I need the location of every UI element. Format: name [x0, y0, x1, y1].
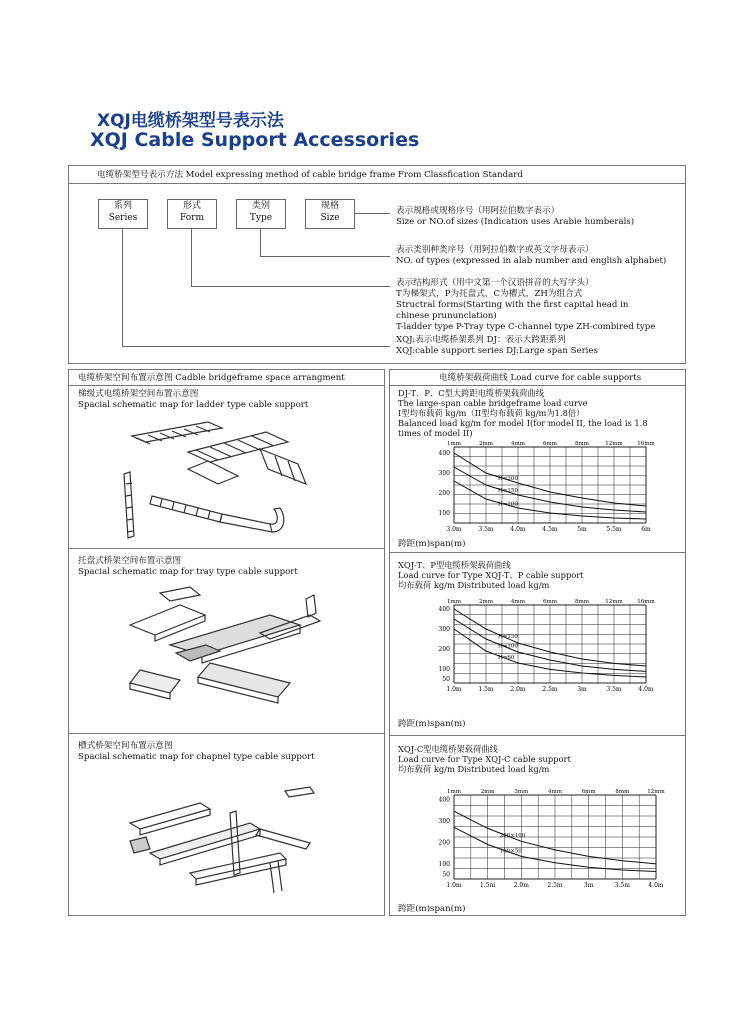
desc-form-line1: 表示结构形式（用中文第一个汉语拼音的大写字头）	[396, 278, 594, 288]
connector-series-h	[122, 346, 390, 347]
ladder-title-en: Spacial schematic map for ladder type cable support	[78, 400, 309, 410]
load-curve-chart-2	[396, 595, 666, 697]
x-tick-label: 3.0m	[446, 526, 462, 533]
series-label: H=100	[498, 643, 518, 650]
y-tick-label: 200	[438, 490, 450, 497]
x-tick-label: 6m	[641, 526, 651, 533]
size-label-cn: 规格	[320, 201, 339, 211]
tray-title-cn: 托盘式桥架空间布置示意图	[78, 556, 182, 566]
chart1-title-line4: Balanced load kg/m for model I(for model II, the load is 1.8	[398, 418, 648, 428]
chart1-span-label: 跨距(m)span(m)	[398, 539, 466, 549]
top-label: 8mm	[615, 789, 630, 795]
desc-series	[396, 335, 598, 357]
form-label-cn: 形式	[182, 201, 201, 211]
y-tick-label: 50	[442, 676, 450, 683]
ladder-title-cn: 梯级式电缆桥架空间布置示意图	[78, 389, 199, 399]
left-divider-2	[68, 733, 384, 734]
x-tick-label: 4.0m	[638, 686, 654, 693]
top-label: 6mm	[581, 789, 596, 795]
channel-schematic-image	[110, 783, 330, 911]
y-tick-label: 100	[438, 860, 450, 868]
page-title-cn: XQJ电缆桥架型号表示法	[97, 111, 284, 131]
series-label: 200×100	[499, 832, 526, 839]
channel-title-cn: 槽式桥架空间布置示意图	[78, 741, 173, 751]
x-tick-label: 4.0m	[648, 882, 664, 889]
chart2-title-line2: Load curve for Type XQJ-T、P cable support	[398, 570, 584, 580]
chart3-title-line1: XQJ-C型电缆桥架载荷曲线	[398, 744, 498, 754]
y-tick-label: 400	[438, 606, 450, 613]
x-tick-label: 3m	[577, 686, 587, 693]
chart3-span-label: 跨距(m)span(m)	[398, 904, 466, 914]
left-panel-header: 电缆桥架空间布置示意图 Cadble bridgeframe space arrangment	[78, 373, 345, 383]
y-tick-label: 300	[438, 470, 450, 477]
top-label: 4mm	[511, 441, 525, 447]
connector-series-v	[122, 229, 123, 347]
desc-form-line5: T-ladder type P-Tray type C-channel type ZH-combired type	[396, 322, 656, 332]
connector-type-v	[260, 229, 261, 257]
tray-schematic-image	[110, 585, 330, 725]
chart1-title	[398, 388, 648, 438]
size-label-en: Size	[320, 213, 340, 223]
load-curve-chart-1	[396, 437, 666, 537]
left-divider-1	[68, 548, 384, 549]
channel-title-en: Spacial schematic map for chapnel type cable support	[78, 752, 315, 762]
x-tick-label: 2.5m	[547, 882, 563, 889]
chart1-title-line2: The large-span cable bridgeframe load curve	[398, 398, 588, 408]
series-label: 100×50	[499, 848, 522, 855]
top-label: 1mm	[447, 789, 461, 795]
chart2-title	[398, 560, 584, 590]
series-label: H=60	[498, 655, 515, 661]
connector-type-h	[260, 256, 390, 257]
top-label: 12mm	[605, 599, 623, 605]
y-tick-label: 50	[442, 871, 450, 879]
top-label: 8mm	[575, 599, 589, 605]
series-label: H=150	[498, 488, 518, 494]
x-tick-label: 2.0m	[513, 882, 529, 889]
x-tick-label: 4.0m	[510, 526, 526, 533]
desc-form-line2: T为梯架式，P为托盘式，C为槽式，ZH为组合式	[396, 289, 583, 299]
desc-series-cn: XQJ:表示电缆桥架系列 DJ：表示大跨距系列	[396, 335, 566, 345]
desc-size-cn: 表示规格或规格序号（用阿拉伯数字表示）	[396, 206, 560, 216]
series-label-en: Series	[108, 213, 138, 223]
code-box-type	[236, 199, 286, 229]
top-label: 6mm	[543, 599, 557, 605]
series-label: H=200	[498, 476, 518, 482]
ladder-schematic-image	[110, 414, 330, 542]
desc-form-line4: chinese prununclation)	[396, 311, 497, 321]
chart3-title-line2: Load curve for Type XQJ-C cable support	[398, 754, 571, 764]
y-tick-label: 300	[438, 817, 450, 825]
top-label: 8mm	[575, 441, 589, 447]
x-tick-label: 1.5m	[478, 686, 494, 693]
connector-form-v	[191, 229, 192, 287]
type-label-en: Type	[249, 213, 273, 223]
right-panel-header: 电缆桥架载荷曲线 Load curve for cable supports	[439, 373, 642, 383]
desc-size-en: Size or NO.of sizes (Indication uses Arabie humberals)	[396, 217, 635, 227]
tray-section-title	[78, 556, 298, 578]
x-tick-label: 2.0m	[510, 686, 526, 693]
desc-series-en: XQJ:cable support series DJ:Large span Series	[396, 346, 598, 356]
top-label: 3mm	[514, 789, 529, 795]
desc-form	[396, 278, 655, 333]
top-label: 16mm	[637, 599, 655, 605]
x-tick-label: 3.5m	[478, 526, 494, 533]
chart1-title-line5: times of model II)	[398, 428, 473, 438]
connector-form-h	[191, 286, 390, 287]
top-label: 12mm	[605, 441, 623, 447]
x-tick-label: 5m	[577, 526, 587, 533]
chart3-title	[398, 744, 571, 774]
top-label: 4mm	[511, 599, 525, 605]
desc-type-cn: 表示类别种类序号（用阿拉伯数字或英文字母表示）	[396, 245, 594, 255]
chart2-title-line3: 均布载荷 kg/m Distributed load kg/m	[398, 580, 550, 590]
series-label: H=100	[498, 501, 518, 508]
x-tick-label: 1.0m	[446, 882, 462, 889]
top-label: 2mm	[479, 441, 493, 447]
x-tick-label: 5.5m	[606, 526, 622, 533]
desc-type	[396, 245, 666, 267]
series-label: H=150	[498, 634, 518, 640]
right-divider-1	[389, 552, 685, 553]
desc-size	[396, 206, 634, 228]
type-label-cn: 类别	[251, 201, 270, 211]
form-label-en: Form	[179, 213, 204, 223]
series-label-cn: 系列	[113, 201, 132, 211]
x-tick-label: 4.5m	[542, 526, 558, 533]
top-label: 2mm	[480, 789, 495, 795]
desc-form-line3: Structral forms(Starting with the first capital head in	[396, 300, 629, 310]
x-tick-label: 2.5m	[542, 686, 558, 693]
tray-title-en: Spacial schematic map for tray type cable support	[78, 567, 298, 577]
desc-type-en: NO. of types (expressed in alab number and english alphabet)	[396, 256, 667, 266]
top-label: 2mm	[479, 599, 493, 605]
top-label: 12mm	[647, 789, 665, 795]
x-tick-label: 1.5m	[480, 882, 496, 889]
x-tick-label: 1.0m	[446, 686, 462, 693]
chart2-span-label: 跨距(m)span(m)	[398, 719, 466, 729]
x-tick-label: 3.5m	[614, 882, 630, 889]
code-box-form	[167, 199, 217, 229]
x-tick-label: 3.5m	[606, 686, 622, 693]
model-header: 电缆桥架型号表示方法 Model expressing method of cable bridge frame From Classfication Standard	[97, 170, 523, 180]
chart1-title-line3: I型均布载荷 kg/m（II型均布载荷 kg/m为1.8倍）	[398, 408, 585, 418]
top-label: 1mm	[447, 441, 461, 447]
y-tick-label: 200	[438, 646, 450, 653]
y-tick-label: 100	[438, 510, 450, 517]
y-tick-label: 400	[438, 796, 450, 804]
y-tick-label: 400	[438, 450, 450, 457]
chart2-title-line1: XQJ-T、P型电缆桥架载荷曲线	[398, 560, 511, 570]
y-tick-label: 300	[438, 626, 450, 633]
load-curve-chart-3	[396, 785, 666, 895]
page-title-en: XQJ Cable Support Accessories	[90, 129, 420, 151]
top-label: 16mm	[637, 441, 655, 447]
ladder-section-title	[78, 389, 308, 411]
top-label: 6mm	[543, 441, 557, 447]
right-divider-2	[389, 735, 685, 736]
connector-size	[355, 213, 390, 214]
x-tick-label: 3m	[583, 882, 594, 889]
channel-section-title	[78, 741, 315, 763]
y-tick-label: 100	[438, 666, 450, 673]
code-box-series	[98, 199, 148, 229]
y-tick-label: 200	[438, 839, 450, 847]
code-box-size	[305, 199, 355, 229]
top-label: 4mm	[548, 789, 562, 795]
chart3-title-line3: 均布载荷 kg/m Distributed load kg/m	[398, 764, 550, 774]
chart1-title-line1: DJ-T、P、C型大跨距电缆桥架载荷曲线	[398, 388, 545, 398]
top-label: 1mm	[447, 599, 461, 605]
